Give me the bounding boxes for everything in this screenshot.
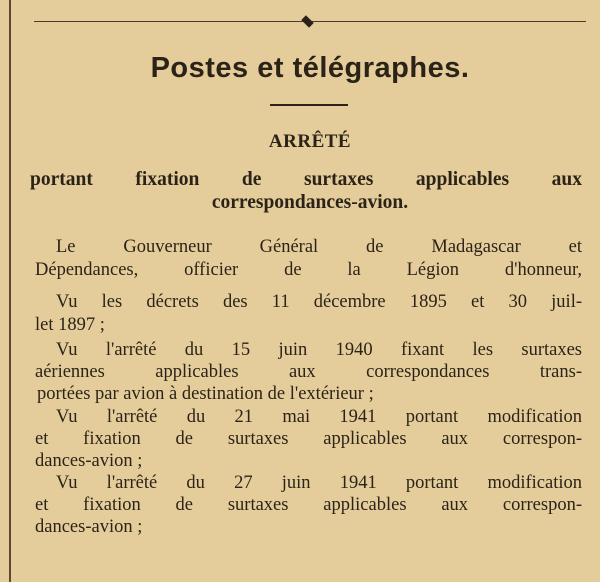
body-line: Dépendances, officier de la Légion d'honneur, bbox=[35, 260, 582, 280]
body-line: dances-avion ; bbox=[35, 451, 143, 471]
body-line: Vu les décrets des 11 décembre 1895 et 30 juil- bbox=[56, 292, 582, 312]
diamond-ornament-icon bbox=[301, 15, 313, 27]
column-border bbox=[9, 0, 11, 582]
body-line: Vu l'arrêté du 27 juin 1941 portant modification bbox=[56, 473, 582, 493]
body-line: Vu l'arrêté du 15 juin 1940 fixant les surtaxes bbox=[56, 340, 582, 360]
subtitle-line: correspondances-avion. bbox=[211, 192, 409, 213]
body-line: dances-avion ; bbox=[35, 517, 143, 537]
body-line: aériennes applicables aux correspondances trans- bbox=[35, 362, 582, 382]
body-line: et fixation de surtaxes applicables aux correspon- bbox=[35, 429, 582, 449]
body-line: let 1897 ; bbox=[35, 315, 105, 335]
subtitle-line: portant fixation de surtaxes applicables aux bbox=[30, 169, 582, 190]
body-line: et fixation de surtaxes applicables aux correspon- bbox=[35, 495, 582, 515]
body-line: portées par avion à destination de l'extérieur ; bbox=[37, 384, 374, 404]
body-line: Le Gouverneur Général de Madagascar et bbox=[56, 237, 582, 257]
section-title: Postes et télégraphes. bbox=[150, 52, 470, 84]
title-divider bbox=[270, 104, 348, 106]
body-line: Vu l'arrêté du 21 mai 1941 portant modification bbox=[56, 407, 582, 427]
heading: ARRÊTÉ bbox=[268, 131, 352, 152]
